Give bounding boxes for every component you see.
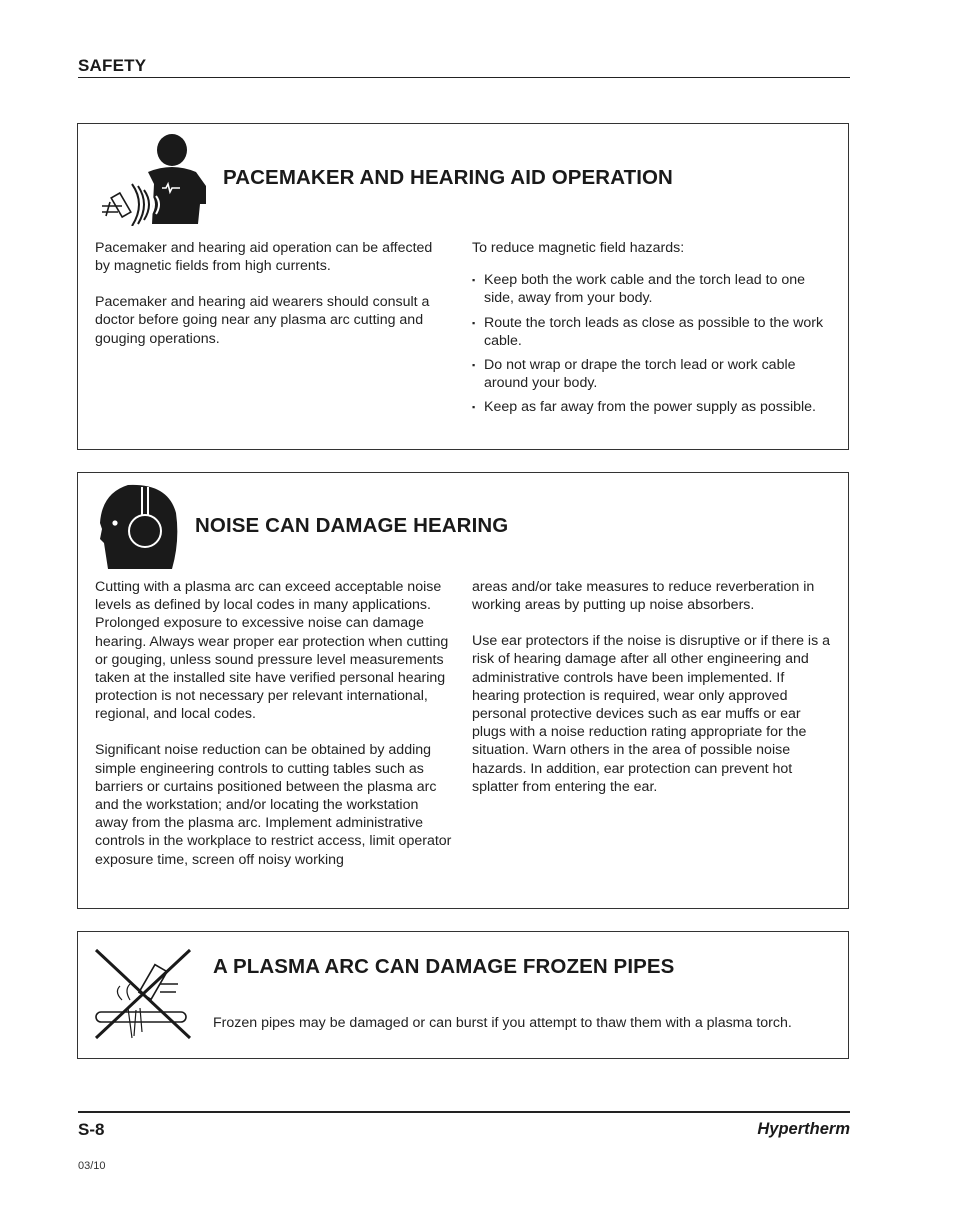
list-item: ▪ Keep both the work cable and the torch lead to one side, away from your body. — [472, 271, 832, 307]
paragraph: Use ear protectors if the noise is disruptive or if there is a risk of hearing damage after all other engineering and administrative controls have been implemented. If hearing protection is required, wear only approved personal protective devices such as ear muffs or ear plugs with a noise reduction rating appropriate for the situation. Warn others in the area of possible noise hazards. In addition, ear protection can prevent hot splatter from entering the ear. — [472, 633, 830, 795]
left-column — [95, 239, 445, 366]
paragraph: areas and/or take measures to reduce reverberation in working areas by putting up noise absorbers. — [472, 579, 815, 614]
list-item: ▪ Keep as far away from the power supply as possible. — [472, 398, 832, 416]
footer-rule — [78, 1111, 850, 1113]
brand-logo-text: Hypertherm — [757, 1120, 850, 1138]
frozen-pipes-section — [77, 931, 849, 1059]
paragraph: Cutting with a plasma arc can exceed acceptable noise levels as defined by local codes in many applications. Prolonged exposure to excessive noise can damage hearing. Always wear proper ear protection when cutting or gouging, unless sound pressure level measurements taken at the installed site have verified personal hearing protection is not necessary per relevant international, regional, and local codes. — [95, 579, 449, 723]
pacemaker-magnetic-field-icon — [96, 132, 208, 226]
section-heading: PACEMAKER AND HEARING AID OPERATION — [223, 166, 673, 189]
no-torch-on-frozen-pipe-icon — [94, 948, 194, 1042]
intro-text: To reduce magnetic field hazards: — [472, 240, 685, 256]
section-heading: A PLASMA ARC CAN DAMAGE FROZEN PIPES — [213, 955, 675, 978]
right-column — [472, 578, 832, 814]
revision-date: 03/10 — [78, 1160, 106, 1172]
paragraph: Pacemaker and hearing aid wearers should consult a doctor before going near any plasma arc cutting and gouging operations. — [95, 294, 430, 347]
page-number: S-8 — [78, 1120, 105, 1139]
list-item: ▪ Route the torch leads as close as possible to the work cable. — [472, 314, 832, 350]
pacemaker-section — [77, 123, 849, 450]
ear-protection-icon — [98, 483, 180, 571]
bullet-list — [472, 271, 832, 416]
right-column — [472, 239, 832, 423]
section-header — [78, 56, 850, 78]
paragraph: Pacemaker and hearing aid operation can be affected by magnetic fields from high currents. — [95, 240, 433, 275]
body-text: Frozen pipes may be damaged or can burst if you attempt to thaw them with a plasma torch. — [213, 1015, 792, 1031]
noise-section — [77, 472, 849, 909]
paragraph: Significant noise reduction can be obtained by adding simple engineering controls to cutting tables such as barriers or curtains positioned between the plasma arc and the workstation; and/or locating the workstation away from the plasma arc. Implement administrative controls in the workplace to restrict access, limit operator exposure time, screen off noisy working — [95, 742, 452, 868]
list-item: ▪ Do not wrap or drape the torch lead or work cable around your body. — [472, 356, 832, 392]
section-heading: NOISE CAN DAMAGE HEARING — [195, 514, 509, 537]
left-column — [95, 578, 455, 887]
section-title: SAFETY — [78, 56, 147, 75]
